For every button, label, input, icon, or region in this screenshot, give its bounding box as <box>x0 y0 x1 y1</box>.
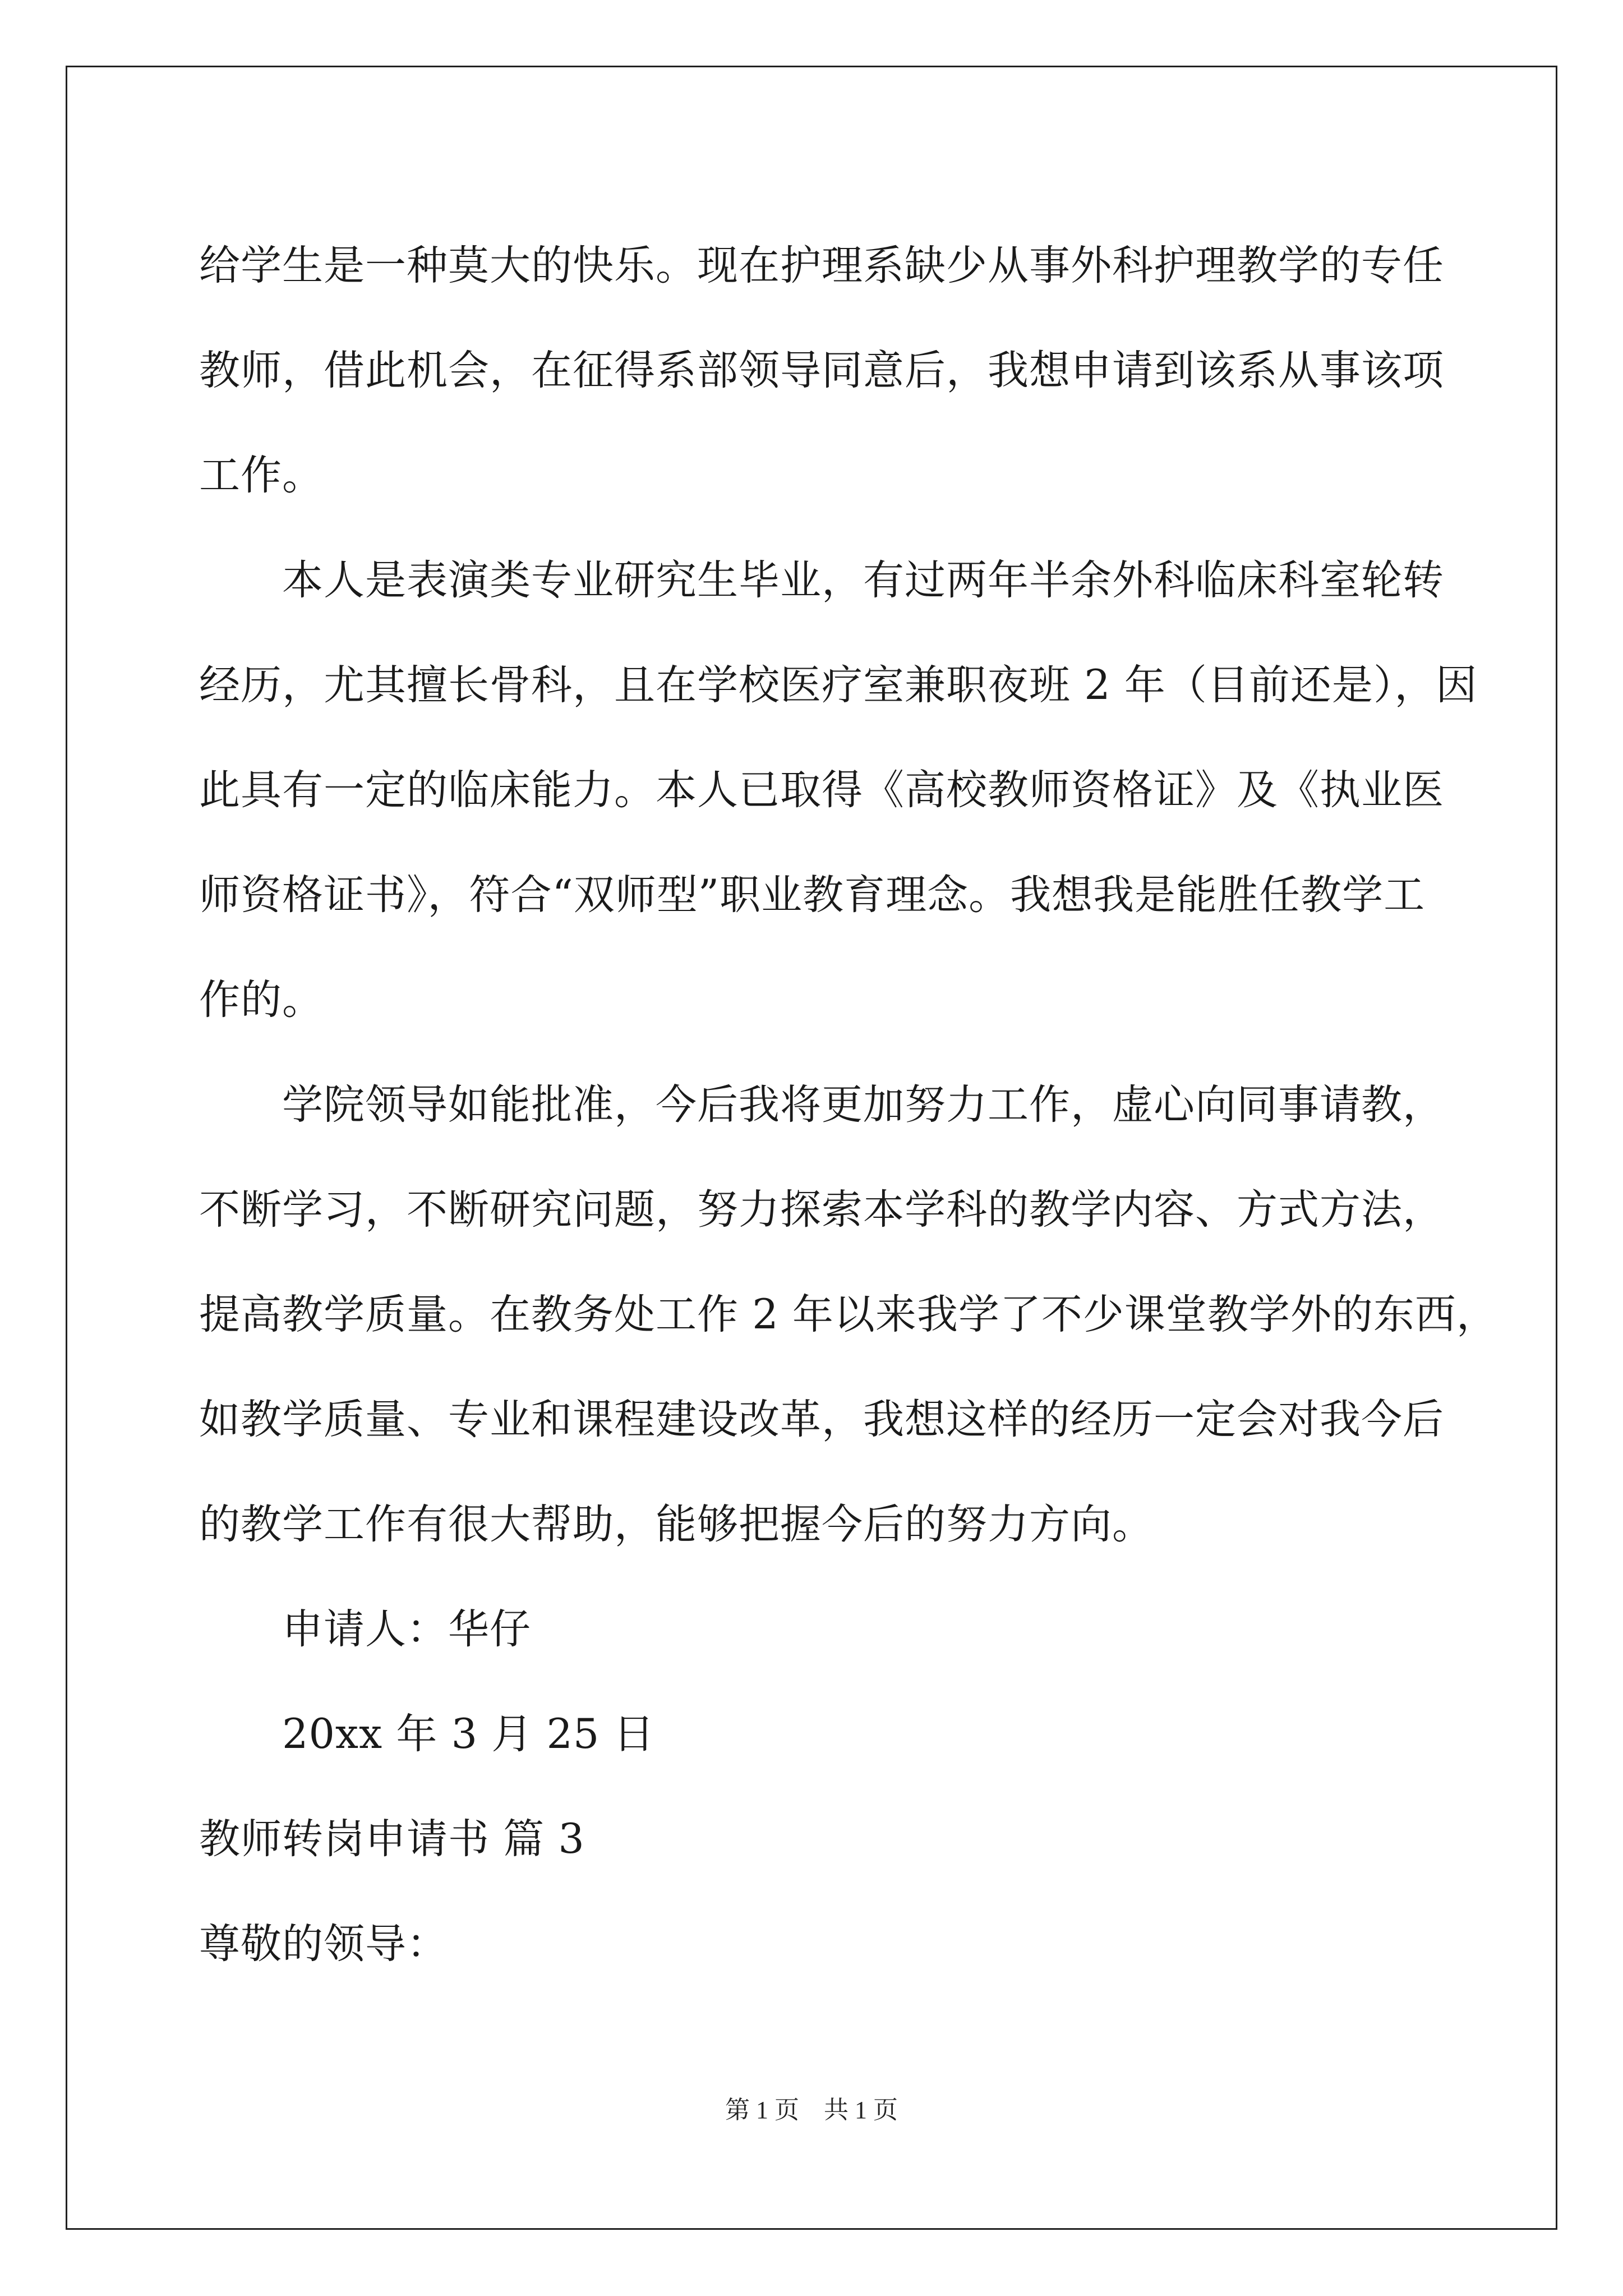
document-body <box>199 213 1498 1996</box>
text-line: 工作。 <box>199 452 324 499</box>
text-line: 此具有一定的临床能力。本人已取得《高校教师资格证》及《执业医 <box>199 766 1444 814</box>
text-line: 不断学习，不断研究问题，努力探索本学科的教学内容、方式方法， <box>199 1186 1444 1234</box>
text-line: 本人是表演类专业研究生毕业，有过两年半余外科临床科室轮转 <box>282 556 1444 604</box>
text-line: 提高教学质量。在教务处工作 2 年以来我学了不少课堂教学外的东西， <box>199 1291 1498 1338</box>
text-line: 师资格证书》，符合“双师型”职业教育理念。我想我是能胜任教学工 <box>199 871 1426 919</box>
salutation: 尊敬的领导： <box>199 1920 448 1968</box>
text-line: 学院领导如能批准，今后我将更加努力工作，虚心向同事请教， <box>282 1081 1444 1129</box>
text-line: 如教学质量、专业和课程建设改革，我想这样的经历一定会对我今后 <box>199 1396 1444 1443</box>
date-line: 20xx 年 3 月 25 日 <box>282 1710 655 1758</box>
signature-line: 申请人：华仔 <box>282 1605 531 1653</box>
text-line: 经历，尤其擅长骨科，且在学校医疗室兼职夜班 2 年（目前还是），因 <box>199 661 1478 709</box>
section-heading: 教师转岗申请书 篇 3 <box>199 1815 585 1863</box>
page-footer: 第 1 页 共 1 页 <box>725 2096 898 2124</box>
text-line: 作的。 <box>199 976 324 1024</box>
text-line: 的教学工作有很大帮助，能够把握今后的努力方向。 <box>199 1501 1154 1548</box>
text-line: 给学生是一种莫大的快乐。现在护理系缺少从事外科护理教学的专任 <box>199 242 1444 289</box>
text-line: 教师，借此机会，在征得系部领导同意后，我想申请到该系从事该项 <box>199 347 1444 394</box>
